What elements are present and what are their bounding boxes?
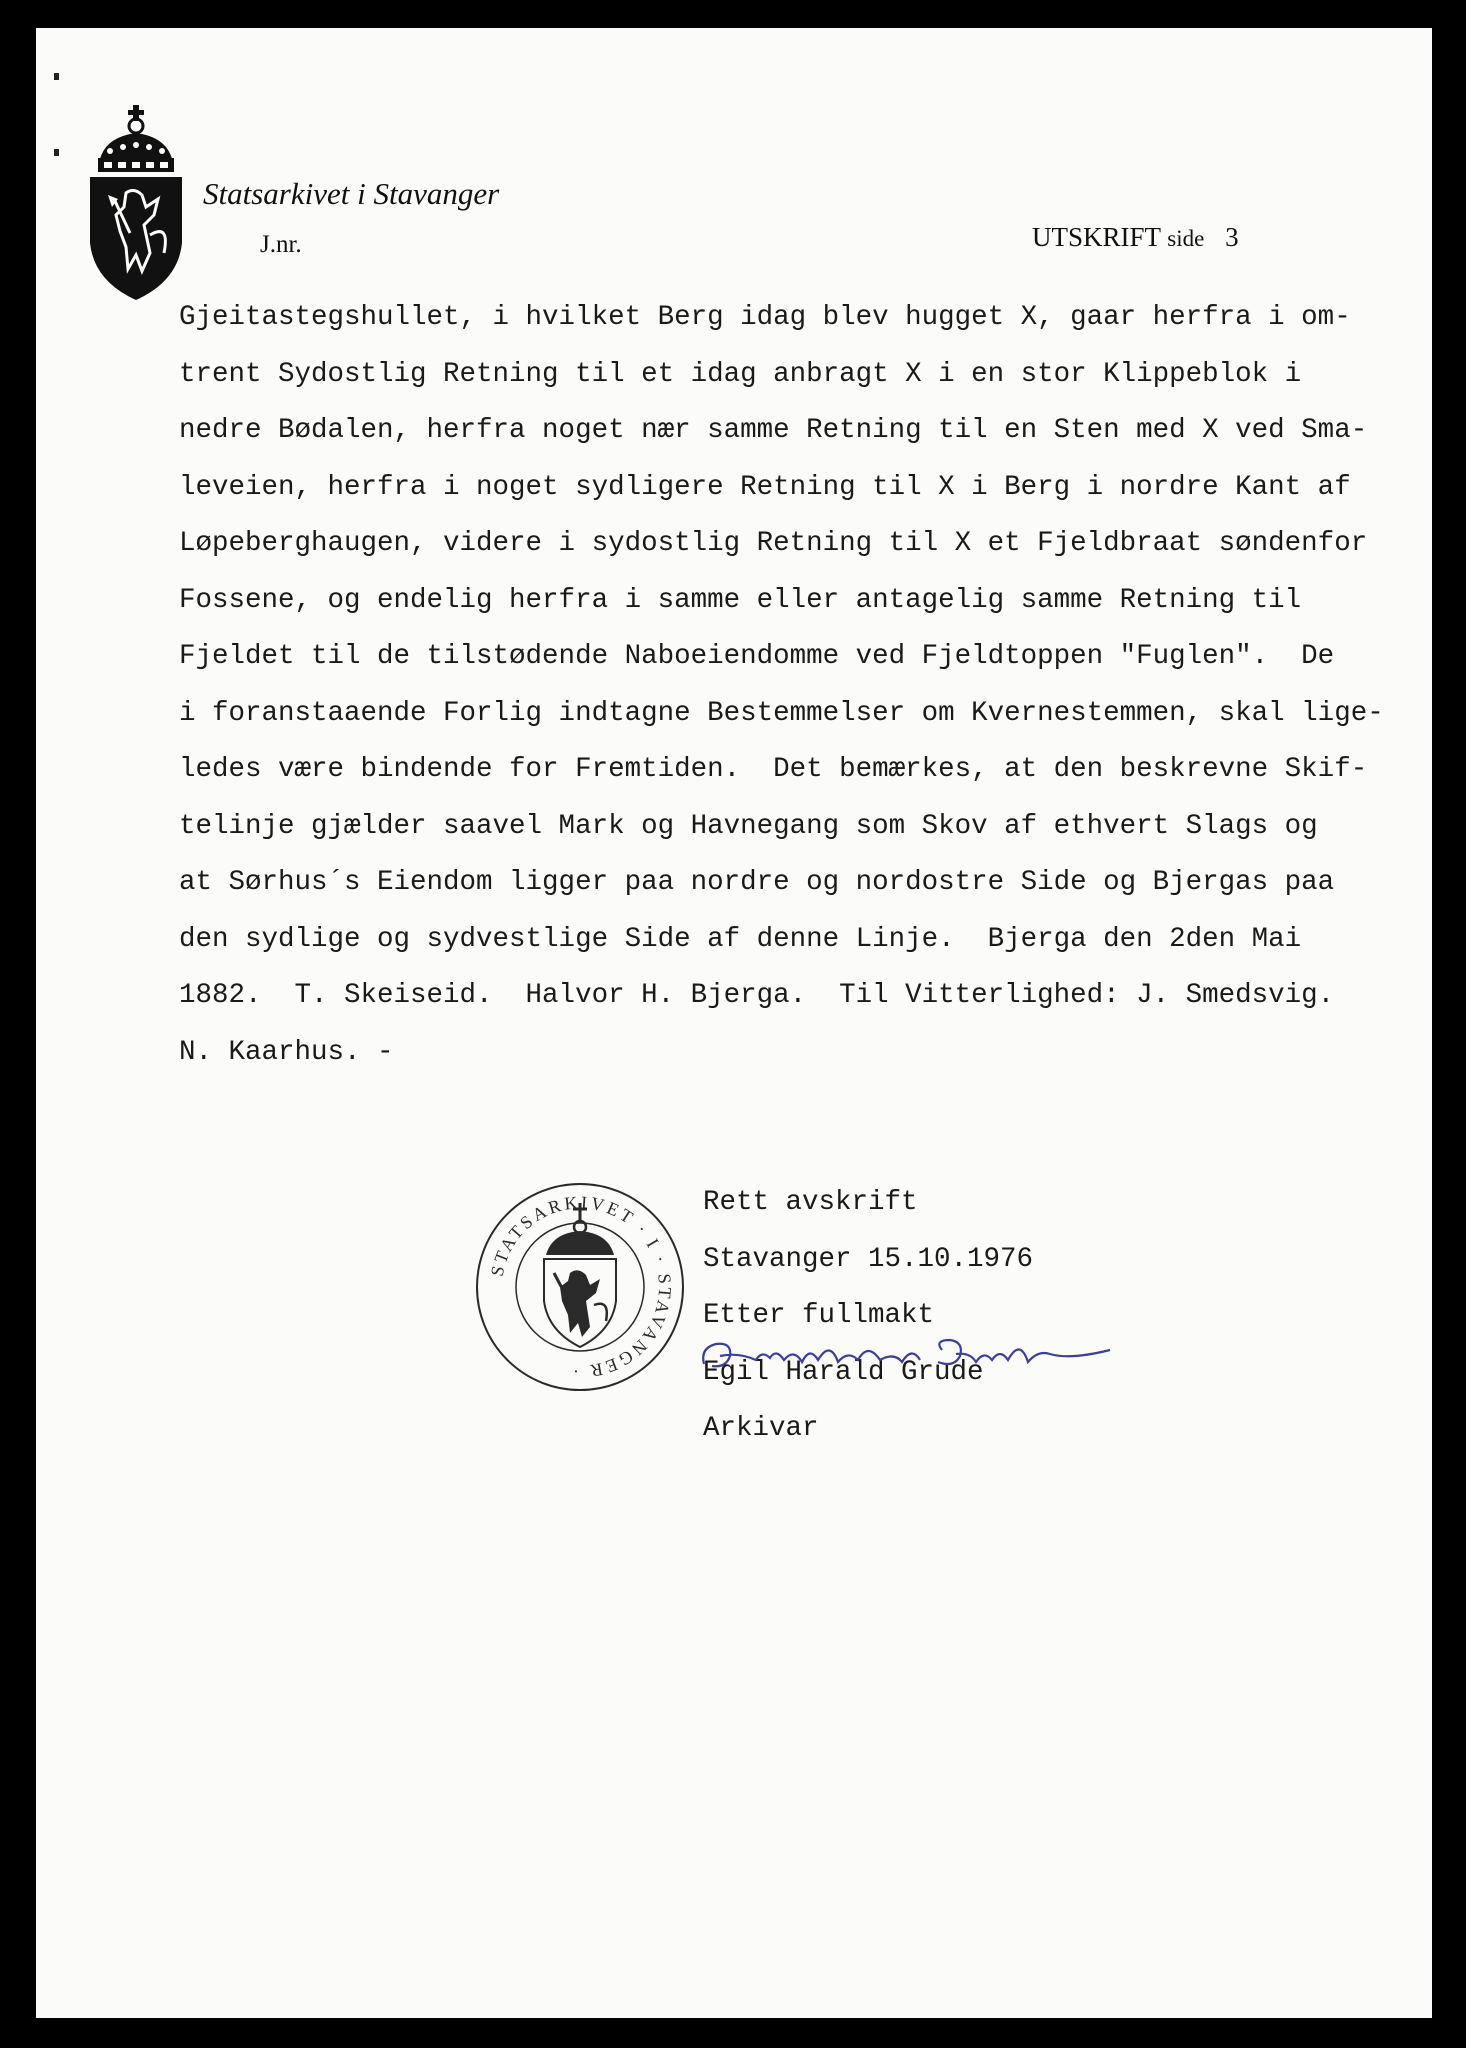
svg-text:STATSARKIVET · I · STAVANGER ·: STATSARKIVET · I · STAVANGER · (486, 1192, 676, 1382)
handwritten-signature (698, 1326, 1118, 1386)
body-line: i foranstaaende Forlig indtagne Bestemmelser om Kvernestemmen, skal lige- (179, 697, 1384, 729)
body-line: nedre Bødalen, herfra noget nær samme Retning til en Sten med X ved Sma- (179, 415, 1368, 446)
authority-line: Etter fullmakt (703, 1300, 935, 1331)
transcript-header (1032, 222, 1239, 253)
body-line: telinje gjælder saavel Mark og Havnegang som Skov af ethvert Slags og (179, 810, 1318, 842)
body-line: Fjeldet til de tilstødende Naboeiendomme ved Fjeldtoppen "Fuglen". De (179, 641, 1335, 672)
signer-name: Egil Harald Grude (703, 1356, 984, 1388)
certification-block (703, 1175, 1033, 1458)
body-line: at Sørhus´s Eiendom ligger paa nordre og nordostre Side og Bjergas paa (179, 867, 1335, 898)
margin-mark (54, 149, 59, 156)
place-date: Stavanger 15.10.1976 (703, 1243, 1034, 1275)
transcript-body (179, 290, 1429, 1081)
body-line: 1882. T. Skeiseid. Halvor H. Bjerga. Til Vitterlighed: J. Smedsvig. (179, 980, 1335, 1011)
coat-of-arms-icon (86, 103, 186, 303)
margin-mark (54, 73, 59, 80)
body-line: N. Kaarhus. - (179, 1036, 394, 1068)
utskrift-label: UTSKRIFT (1032, 222, 1161, 252)
signer-title: Arkivar (703, 1413, 819, 1444)
body-line: den sydlige og sydvestlige Side af denne Linje. Bjerga den 2den Mai (179, 923, 1302, 955)
official-seal-stamp (474, 1181, 687, 1394)
document-page (36, 28, 1432, 2018)
body-line: ledes være bindende for Fremtiden. Det bemærkes, at den beskrevne Skif- (179, 754, 1368, 785)
journal-number-label: J.nr. (260, 231, 302, 258)
side-label: side (1167, 226, 1205, 251)
body-line: Løpeberghaugen, videre i sydostlig Retning til X et Fjeldbraat søndenfor (179, 528, 1368, 559)
institution-name: Statsarkivet i Stavanger (203, 176, 500, 211)
rett-avskrift: Rett avskrift (703, 1187, 918, 1218)
body-line: leveien, herfra i noget sydligere Retning til X i Berg i nordre Kant af (179, 471, 1351, 503)
body-line: Gjeitastegshullet, i hvilket Berg idag blev hugget X, gaar herfra i om- (179, 302, 1351, 333)
page-number: 3 (1225, 222, 1239, 252)
body-line: trent Sydostlig Retning til et idag anbragt X i en stor Klippeblok i (179, 358, 1302, 390)
body-line: Fossene, og endelig herfra i samme eller antagelig samme Retning til (179, 584, 1302, 616)
